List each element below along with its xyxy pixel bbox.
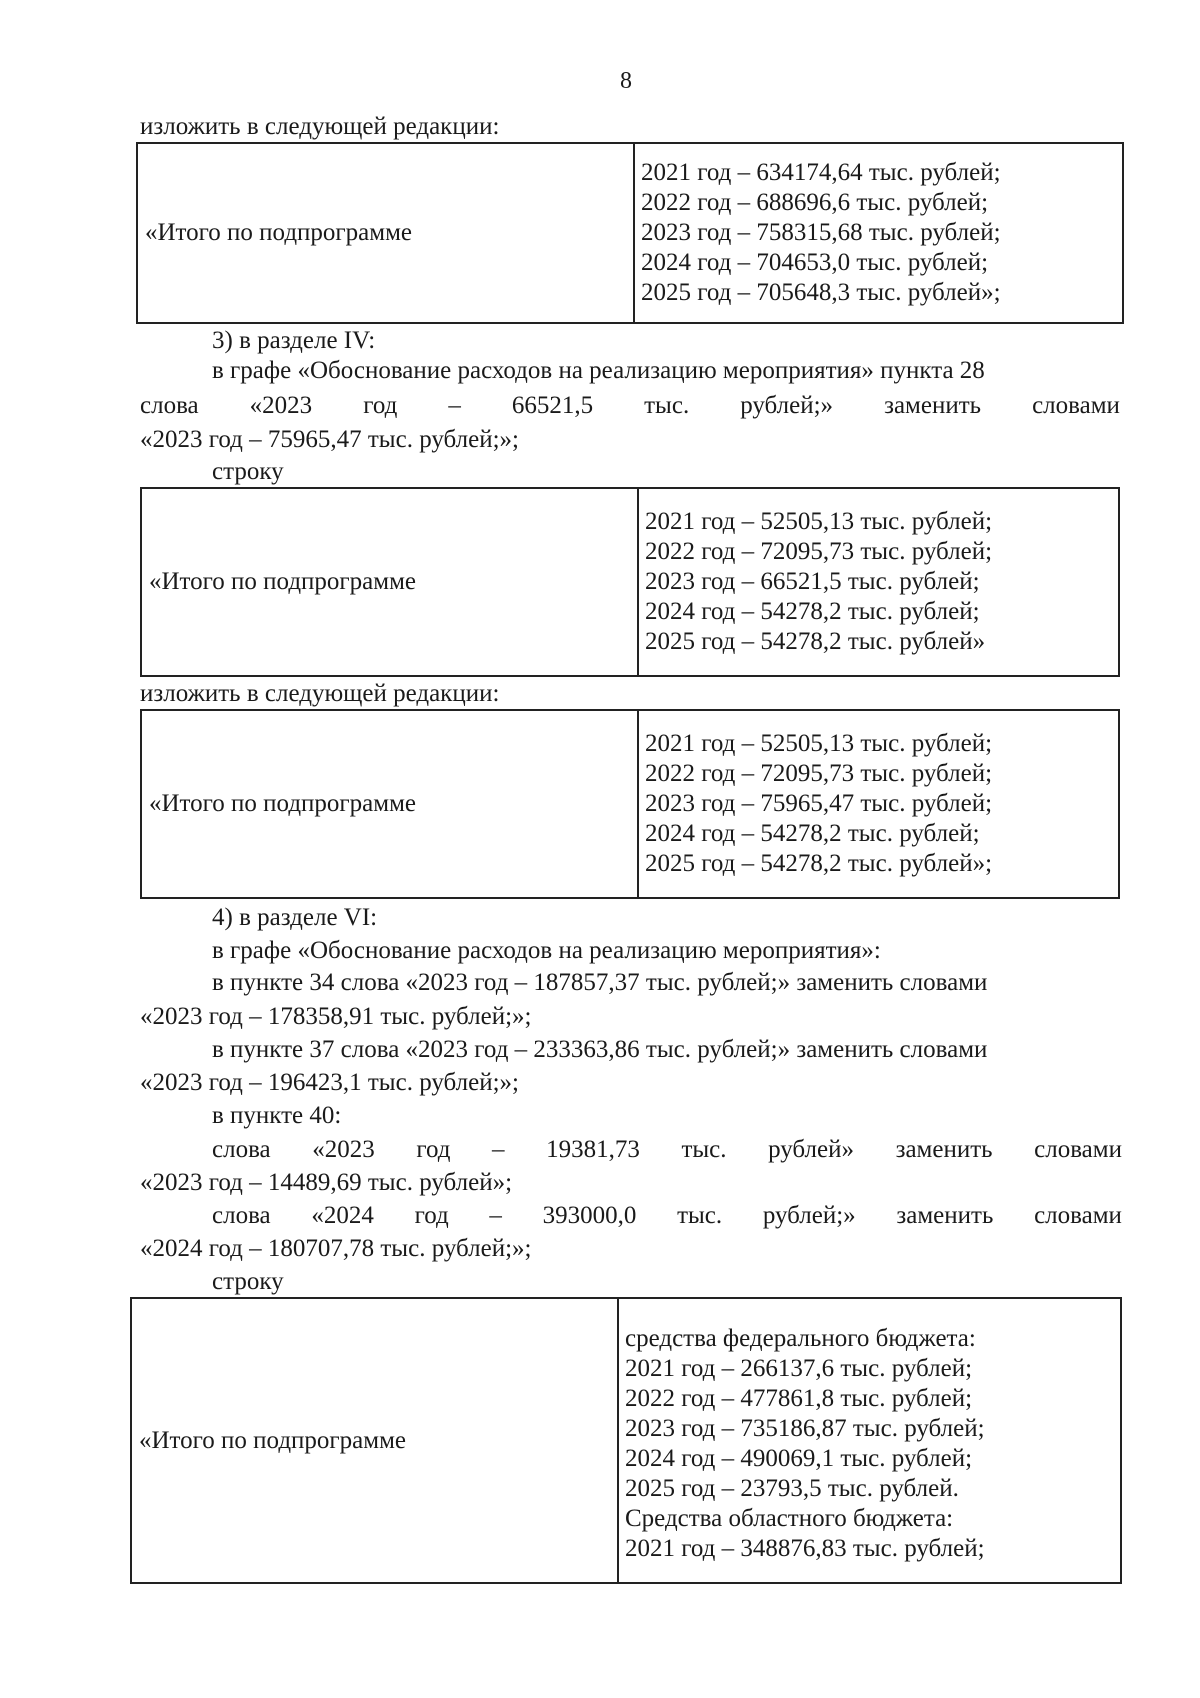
paragraph-section-iv-text-line1: в графе «Обоснование расходов на реализацию мероприятия» пункта 28 bbox=[212, 357, 985, 384]
paragraph-point-34-line1: в пункте 34 слова «2023 год – 187857,37 тыс. рублей;» заменить словами bbox=[212, 969, 988, 996]
word: – bbox=[448, 392, 461, 419]
word: рублей» bbox=[768, 1136, 854, 1163]
table-value-line: 2024 год – 54278,2 тыс. рублей; bbox=[645, 598, 980, 625]
table-value-line: 2025 год – 54278,2 тыс. рублей» bbox=[645, 628, 986, 655]
table-label-cell: «Итого по подпрограмме bbox=[141, 488, 638, 676]
table-value-line: 2021 год – 52505,13 тыс. рублей; bbox=[645, 730, 993, 757]
table-value-line: 2021 год – 348876,83 тыс. рублей; bbox=[625, 1534, 985, 1562]
word: год bbox=[416, 1136, 451, 1163]
paragraph-point-37-line1: в пункте 37 слова «2023 год – 233363,86 тыс. рублей;» заменить словами bbox=[212, 1036, 988, 1063]
table-value-line: 2023 год – 66521,5 тыс. рублей; bbox=[645, 568, 980, 595]
word: слова bbox=[140, 392, 199, 419]
word: словами bbox=[1034, 1202, 1122, 1229]
table-value-line: 2022 год – 477861,8 тыс. рублей; bbox=[625, 1384, 973, 1412]
table-label-cell: «Итого по подпрограмме bbox=[141, 710, 638, 898]
paragraph-point-40: в пункте 40: bbox=[212, 1102, 342, 1129]
paragraph-row-label-1: строку bbox=[212, 458, 284, 485]
table-value-line: 2022 год – 688696,6 тыс. рублей; bbox=[641, 189, 989, 216]
word: словами bbox=[1034, 1136, 1122, 1163]
paragraph-row-label-2: строку bbox=[212, 1268, 284, 1295]
table-value-line: Средства областного бюджета: bbox=[625, 1504, 954, 1532]
word: тыс. bbox=[681, 1136, 727, 1163]
table-value-line: 2024 год – 704653,0 тыс. рублей; bbox=[641, 249, 989, 276]
paragraph-section-vi: 4) в разделе VI: bbox=[212, 904, 378, 931]
paragraph-point-40-a-line2: «2023 год – 14489,69 тыс. рублей»; bbox=[140, 1169, 513, 1196]
word: рублей;» bbox=[740, 392, 834, 419]
word: «2023 bbox=[312, 1136, 375, 1163]
word: слова bbox=[212, 1136, 271, 1163]
word: словами bbox=[1032, 392, 1120, 419]
table-value-line: 2021 год – 52505,13 тыс. рублей; bbox=[645, 508, 993, 535]
word: тыс. bbox=[677, 1202, 723, 1229]
paragraph-section-iv: 3) в разделе IV: bbox=[212, 327, 376, 354]
paragraph-edit-intro-1: изложить в следующей редакции: bbox=[140, 113, 500, 140]
table-value-line: 2024 год – 490069,1 тыс. рублей; bbox=[625, 1444, 973, 1472]
paragraph-section-iv-text-line2 bbox=[140, 391, 1120, 421]
paragraph-edit-intro-2: изложить в следующей редакции: bbox=[140, 680, 500, 707]
word: «2024 bbox=[311, 1202, 374, 1229]
table-value-line: 2021 год – 634174,64 тыс. рублей; bbox=[641, 159, 1001, 186]
word: год bbox=[414, 1202, 449, 1229]
table-subprogram-total-old-4 bbox=[130, 1297, 1122, 1584]
table-value-line: 2021 год – 266137,6 тыс. рублей; bbox=[625, 1354, 973, 1382]
table-values-cell bbox=[634, 143, 1123, 323]
word: 66521,5 bbox=[511, 392, 594, 419]
word: заменить bbox=[895, 1136, 993, 1163]
table-value-line: 2024 год – 54278,2 тыс. рублей; bbox=[645, 820, 980, 847]
table-value-line: 2025 год – 23793,5 тыс. рублей. bbox=[625, 1474, 959, 1502]
table-values-cell bbox=[638, 488, 1119, 676]
table-value-line: 2025 год – 705648,3 тыс. рублей»; bbox=[641, 279, 1001, 306]
word: тыс. bbox=[644, 392, 690, 419]
paragraph-point-40-a-line1 bbox=[212, 1135, 1122, 1165]
word: год bbox=[363, 392, 398, 419]
table-value-line: средства федерального бюджета: bbox=[625, 1324, 976, 1352]
paragraph-section-iv-text-line3: «2023 год – 75965,47 тыс. рублей;»; bbox=[140, 426, 519, 453]
table-subprogram-total-new-1 bbox=[136, 142, 1124, 324]
paragraph-point-40-b-line2: «2024 год – 180707,78 тыс. рублей;»; bbox=[140, 1235, 532, 1262]
table-value-line: 2022 год – 72095,73 тыс. рублей; bbox=[645, 760, 993, 787]
table-value-line: 2022 год – 72095,73 тыс. рублей; bbox=[645, 538, 993, 565]
word: рублей;» bbox=[762, 1202, 856, 1229]
word: 393000,0 bbox=[542, 1202, 637, 1229]
table-label-cell: «Итого по подпрограмме bbox=[131, 1298, 618, 1583]
table-values-cell bbox=[618, 1298, 1121, 1583]
table-value-line: 2025 год – 54278,2 тыс. рублей»; bbox=[645, 850, 993, 877]
table-value-line: 2023 год – 75965,47 тыс. рублей; bbox=[645, 790, 993, 817]
paragraph-point-37-line2: «2023 год – 196423,1 тыс. рублей;»; bbox=[140, 1069, 519, 1096]
word: «2023 bbox=[249, 392, 313, 419]
page-number: 8 bbox=[620, 68, 632, 94]
word: 19381,73 bbox=[546, 1136, 640, 1163]
word: слова bbox=[212, 1202, 271, 1229]
table-value-line: 2023 год – 758315,68 тыс. рублей; bbox=[641, 219, 1001, 246]
table-label-cell: «Итого по подпрограмме bbox=[137, 143, 634, 323]
table-subprogram-total-new-2 bbox=[140, 709, 1120, 899]
table-values-cell bbox=[638, 710, 1119, 898]
word: заменить bbox=[896, 1202, 994, 1229]
table-value-line: 2023 год – 735186,87 тыс. рублей; bbox=[625, 1414, 985, 1442]
word: – bbox=[489, 1202, 502, 1229]
paragraph-point-34-line2: «2023 год – 178358,91 тыс. рублей;»; bbox=[140, 1003, 532, 1030]
paragraph-point-40-b-line1 bbox=[212, 1201, 1122, 1231]
word: – bbox=[492, 1136, 505, 1163]
paragraph-section-vi-intro: в графе «Обоснование расходов на реализацию мероприятия»: bbox=[212, 937, 881, 964]
table-subprogram-total-old-2 bbox=[140, 487, 1120, 677]
word: заменить bbox=[884, 392, 982, 419]
